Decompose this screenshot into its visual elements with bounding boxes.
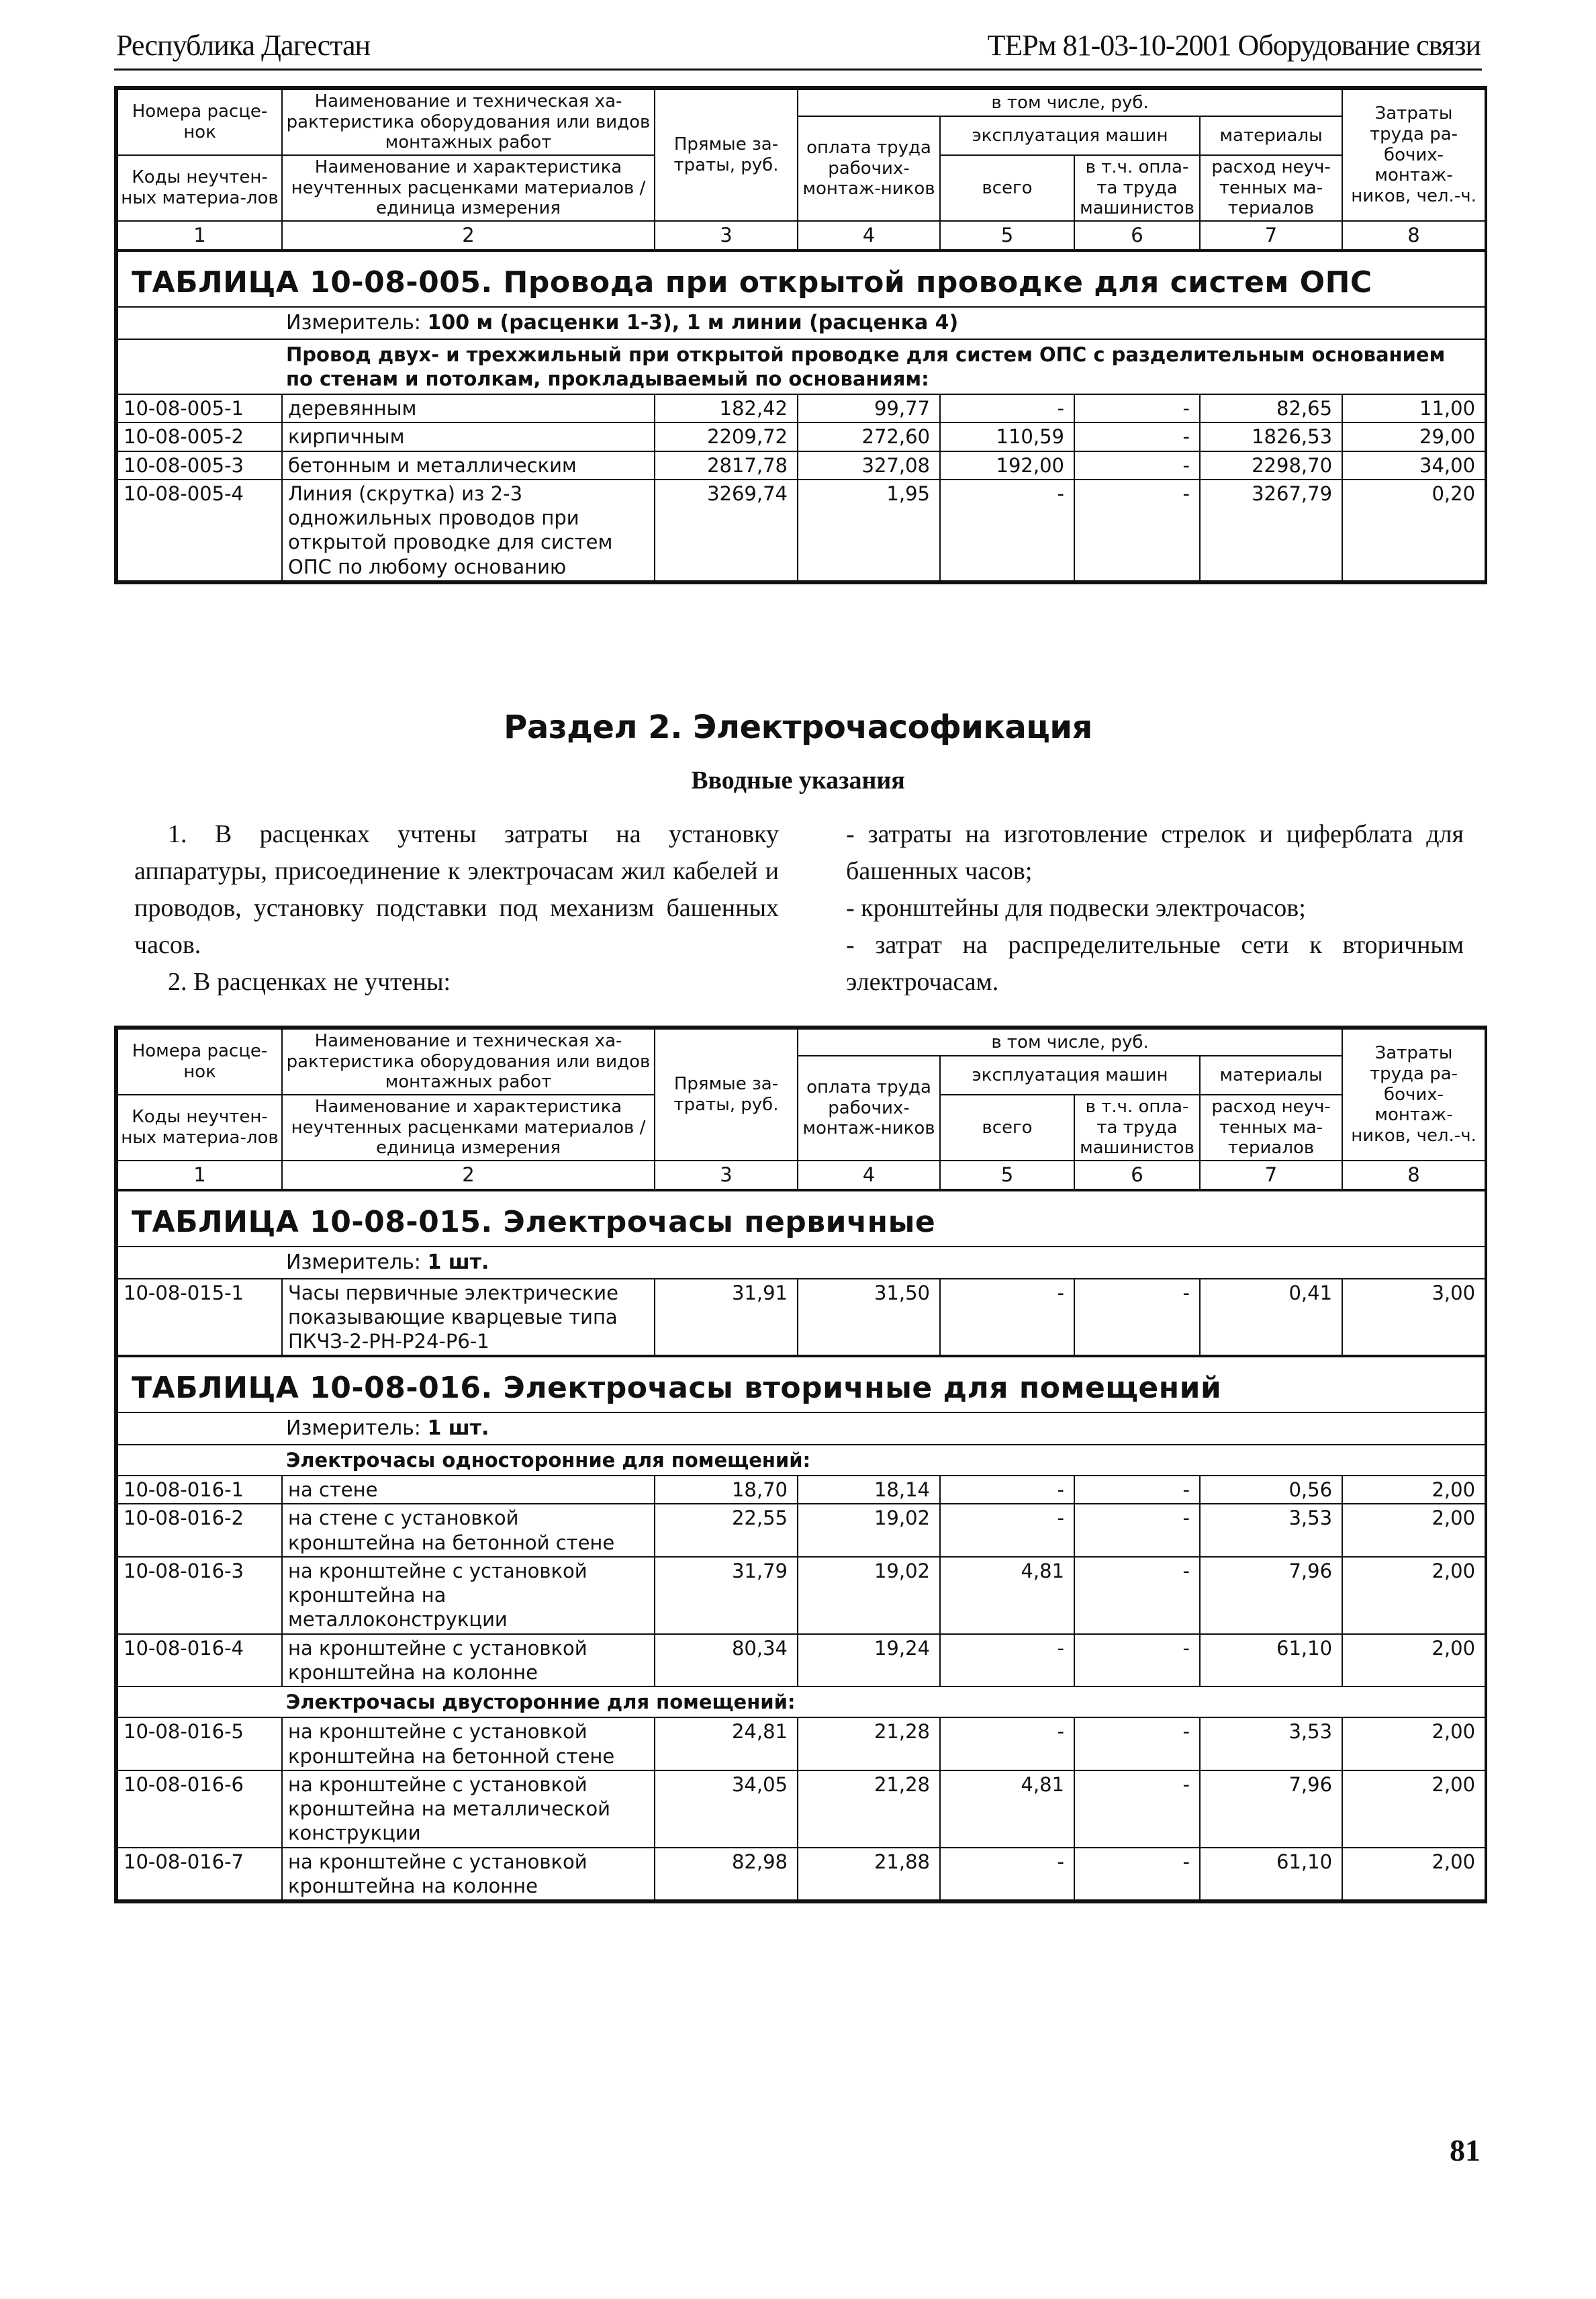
direct-cost-cell: 2209,72 [655,422,798,451]
table-row [118,1634,1485,1687]
labor-hours-cell: 2,00 [1342,1770,1485,1848]
table-row [118,1848,1485,1901]
rate-code-cell: 10-08-016-1 [118,1476,282,1504]
intro-item-3: - затрат на распределительные сети к вторичным электрочасам. [846,931,1464,997]
machinist-pay-cell: - [1074,1279,1200,1357]
col7-header: расход неуч-тенных ма-териалов [1200,1095,1342,1161]
machines-total-cell: - [940,480,1074,581]
work-name-cell: кирпичным [282,422,655,451]
table-measure [118,1412,1485,1445]
table-row [118,1504,1485,1557]
col-number: 6 [1074,1161,1200,1190]
work-name-cell: на кронштейне с установкой кронштейна на металлической конструкции [282,1770,655,1848]
direct-cost-cell: 34,05 [655,1770,798,1848]
rate-code-cell: 10-08-016-2 [118,1504,282,1557]
labor-pay-cell: 272,60 [798,422,940,451]
work-name-cell: на кронштейне с установкой кронштейна на металлоконструкции [282,1557,655,1634]
labor-pay-cell: 19,02 [798,1504,940,1557]
machines-total-cell: - [940,1476,1074,1504]
incl-header: в том числе, руб. [798,1029,1342,1056]
machines-total-cell: - [940,1634,1074,1687]
direct-cost-cell: 80,34 [655,1634,798,1687]
work-name-cell: на кронштейне с установкой кронштейна на бетонной стене [282,1717,655,1770]
machines-total-cell: 4,81 [940,1770,1074,1848]
col-number: 3 [655,221,798,251]
rate-code-cell: 10-08-016-3 [118,1557,282,1634]
machines-total-cell: 110,59 [940,422,1074,451]
labor-hours-cell: 2,00 [1342,1557,1485,1634]
rate-code-cell: 10-08-016-4 [118,1634,282,1687]
materials-cell: 7,96 [1200,1770,1342,1848]
table-body [118,1476,1485,1686]
machinist-pay-cell: - [1074,1717,1200,1770]
col-number: 8 [1342,1161,1485,1190]
machinist-pay-cell: - [1074,1770,1200,1848]
materials-cell: 0,41 [1200,1279,1342,1357]
rate-code-cell: 10-08-005-4 [118,480,282,581]
labor-pay-cell: 99,77 [798,394,940,422]
table-row [118,1770,1485,1848]
work-name-cell: бетонным и металлическим [282,451,655,480]
group-heading: Провод двух- и трехжильный при открытой проводке для систем ОПС с разделительным основанием по стенам и потолкам, прокладываемый по основаниям: [118,339,1485,395]
intro-item-2: - кронштейны для подвески электрочасов; [846,894,1306,923]
direct-cost-cell: 31,79 [655,1557,798,1634]
col3-header: Прямые за-траты, руб. [655,89,798,221]
col2-bottom-header: Наименование и характеристика неучтенных расценками материалов / единица измерения [282,155,655,221]
direct-cost-cell: 24,81 [655,1717,798,1770]
machines-total-cell: - [940,1717,1074,1770]
table-block-2 [114,1026,1487,1903]
col1-top-header: Номера расце-нок [118,1029,282,1095]
col-number: 7 [1200,1161,1342,1190]
rate-code-cell: 10-08-005-1 [118,394,282,422]
work-name-cell: на кронштейне с установкой кронштейна на колонне [282,1848,655,1901]
col-number: 4 [798,221,940,251]
intro-paragraph-1: 1. В расценках учтены затраты на установку аппаратуры, присоединение к электрочасам жил кабелей и проводов, установку подставки под механизм башенных часов. [134,820,779,960]
col8-header: Затраты труда ра-бочих-монтаж-ников, чел.-ч. [1342,1029,1485,1161]
machinist-pay-cell: - [1074,394,1200,422]
labor-hours-cell: 2,00 [1342,1717,1485,1770]
direct-cost-cell: 31,91 [655,1279,798,1357]
labor-pay-cell: 21,88 [798,1848,940,1901]
rate-code-cell: 10-08-005-3 [118,451,282,480]
col-number: 8 [1342,221,1485,251]
machinist-pay-cell: - [1074,1557,1200,1634]
running-header-right: ТЕРм 81-03-10-2001 Оборудование связи [987,29,1481,62]
running-header-left: Республика Дагестан [116,29,371,62]
work-name-cell: Часы первичные электрические показывающие кварцевые типа ПКЧЗ-2-РН-Р24-Р6-1 [282,1279,655,1357]
rates-table-1 [117,89,1486,582]
materials-cell: 3,53 [1200,1504,1342,1557]
col4-header: оплата труда рабочих-монтаж-ников [798,116,940,221]
labor-hours-cell: 2,00 [1342,1476,1485,1504]
col2-bottom-header: Наименование и характеристика неучтенных расценками материалов / единица измерения [282,1095,655,1161]
section-subtitle: Вводные указания [691,766,905,795]
direct-cost-cell: 2817,78 [655,451,798,480]
table-row [118,1557,1485,1634]
direct-cost-cell: 82,98 [655,1848,798,1901]
work-name-cell: на кронштейне с установкой кронштейна на колонне [282,1634,655,1687]
machines-total-cell: - [940,1279,1074,1357]
col2-top-header: Наименование и техническая ха-рактеристика оборудования или видов монтажных работ [282,1029,655,1095]
materials-cell: 82,65 [1200,394,1342,422]
rate-code-cell: 10-08-016-5 [118,1717,282,1770]
measure-label: Измеритель: [286,1251,421,1275]
col-number: 2 [282,1161,655,1190]
table-block-1 [114,86,1487,584]
col-number: 1 [118,1161,282,1190]
incl-header: в том числе, руб. [798,89,1342,116]
rate-code-cell: 10-08-005-2 [118,422,282,451]
intro-left-column [134,816,779,1001]
materials-header: материалы [1200,1056,1342,1095]
machinist-pay-cell: - [1074,480,1200,581]
col-number: 7 [1200,221,1342,251]
labor-hours-cell: 2,00 [1342,1634,1485,1687]
group-heading: Электрочасы двусторонние для помещений: [118,1686,1485,1717]
labor-pay-cell: 21,28 [798,1770,940,1848]
col-number: 2 [282,221,655,251]
col6-header: в т.ч. опла-та труда машинистов [1074,1095,1200,1161]
col-number: 3 [655,1161,798,1190]
labor-hours-cell: 29,00 [1342,422,1485,451]
col-number: 5 [940,1161,1074,1190]
work-name-cell: деревянным [282,394,655,422]
table-header [118,89,1485,251]
machinist-pay-cell: - [1074,422,1200,451]
table-row [118,451,1485,480]
table-row [118,480,1485,581]
measure-value: 1 шт. [427,1251,489,1275]
table-title: ТАБЛИЦА 10-08-005. Провода при открытой проводке для систем ОПС [118,251,1485,307]
materials-cell: 3267,79 [1200,480,1342,581]
work-name-cell: Линия (скрутка) из 2-3 одножильных проводов при открытой проводке для систем ОПС по любому основанию [282,480,655,581]
table-body [118,394,1485,581]
table-row [118,422,1485,451]
col1-bottom-header: Коды неучтен-ных материа-лов [118,1095,282,1161]
table-row [118,1279,1485,1357]
labor-pay-cell: 18,14 [798,1476,940,1504]
machines-total-cell: 192,00 [940,451,1074,480]
labor-hours-cell: 0,20 [1342,480,1485,581]
table-row [118,1717,1485,1770]
col4-header: оплата труда рабочих-монтаж-ников [798,1056,940,1161]
materials-cell: 1826,53 [1200,422,1342,451]
table-title: ТАБЛИЦА 10-08-016. Электрочасы вторичные для помещений [118,1356,1485,1412]
page-number: 81 [1450,2133,1481,2167]
machines-total-cell: - [940,1504,1074,1557]
machines-total-cell: - [940,1848,1074,1901]
col-number: 1 [118,221,282,251]
machinist-pay-cell: - [1074,1634,1200,1687]
labor-hours-cell: 2,00 [1342,1504,1485,1557]
machines-total-cell: 4,81 [940,1557,1074,1634]
col8-header: Затраты труда ра-бочих-монтаж-ников, чел.-ч. [1342,89,1485,221]
col-number: 4 [798,1161,940,1190]
labor-hours-cell: 3,00 [1342,1279,1485,1357]
rate-code-cell: 10-08-015-1 [118,1279,282,1357]
table-measure [118,1247,1485,1279]
col6-header: в т.ч. опла-та труда машинистов [1074,155,1200,221]
rates-table-2 [117,1028,1486,1901]
materials-cell: 7,96 [1200,1557,1342,1634]
work-name-cell: на стене с установкой кронштейна на бетонной стене [282,1504,655,1557]
machinist-pay-cell: - [1074,1504,1200,1557]
col5-header: всего [940,1095,1074,1161]
labor-pay-cell: 31,50 [798,1279,940,1357]
table-body [118,1717,1485,1900]
materials-cell: 3,53 [1200,1717,1342,1770]
direct-cost-cell: 182,42 [655,394,798,422]
labor-pay-cell: 1,95 [798,480,940,581]
direct-cost-cell: 3269,74 [655,480,798,581]
rate-code-cell: 10-08-016-6 [118,1770,282,1848]
direct-cost-cell: 18,70 [655,1476,798,1504]
labor-pay-cell: 19,24 [798,1634,940,1687]
materials-cell: 61,10 [1200,1848,1342,1901]
machinist-pay-cell: - [1074,451,1200,480]
measure-value: 1 шт. [427,1416,489,1441]
col1-bottom-header: Коды неучтен-ных материа-лов [118,155,282,221]
materials-cell: 2298,70 [1200,451,1342,480]
machines-total-cell: - [940,394,1074,422]
intro-item-1: - затраты на изготовление стрелок и циферблата для башенных часов; [846,820,1464,886]
machinist-pay-cell: - [1074,1476,1200,1504]
labor-hours-cell: 11,00 [1342,394,1485,422]
measure-value: 100 м (расценки 1-3), 1 м линии (расценка 4) [427,311,959,335]
col-number: 6 [1074,221,1200,251]
table-header [118,1029,1485,1190]
intro-paragraph-2: 2. В расценках не учтены: [168,968,451,997]
header-rule [114,69,1482,71]
col3-header: Прямые за-траты, руб. [655,1029,798,1161]
table-measure [118,307,1485,339]
direct-cost-cell: 22,55 [655,1504,798,1557]
labor-pay-cell: 19,02 [798,1557,940,1634]
measure-label: Измеритель: [286,1416,421,1441]
col7-header: расход неуч-тенных ма-териалов [1200,155,1342,221]
table-row [118,1476,1485,1504]
machines-header: эксплуатация машин [940,116,1200,155]
labor-pay-cell: 327,08 [798,451,940,480]
rate-code-cell: 10-08-016-7 [118,1848,282,1901]
measure-label: Измеритель: [286,311,421,335]
col-number: 5 [940,221,1074,251]
section-title: Раздел 2. Электрочасофикация [504,709,1092,746]
col2-top-header: Наименование и техническая ха-рактеристика оборудования или видов монтажных работ [282,89,655,155]
labor-hours-cell: 34,00 [1342,451,1485,480]
col5-header: всего [940,155,1074,221]
machinist-pay-cell: - [1074,1848,1200,1901]
col1-top-header: Номера расце-нок [118,89,282,155]
materials-cell: 61,10 [1200,1634,1342,1687]
materials-header: материалы [1200,116,1342,155]
table-row [118,394,1485,422]
labor-hours-cell: 2,00 [1342,1848,1485,1901]
group-heading: Электрочасы односторонние для помещений: [118,1445,1485,1476]
materials-cell: 0,56 [1200,1476,1342,1504]
work-name-cell: на стене [282,1476,655,1504]
labor-pay-cell: 21,28 [798,1717,940,1770]
table-body [118,1279,1485,1357]
table-title: ТАБЛИЦА 10-08-015. Электрочасы первичные [118,1190,1485,1247]
machines-header: эксплуатация машин [940,1056,1200,1095]
intro-right-column [846,816,1464,1001]
